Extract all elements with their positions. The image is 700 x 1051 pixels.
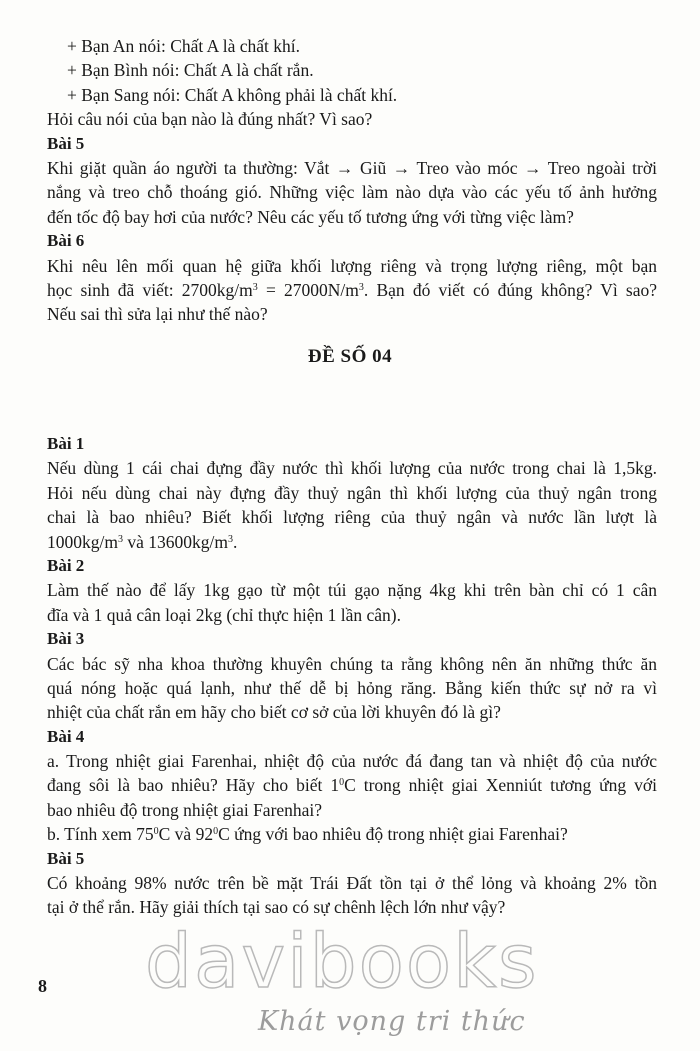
exercise-text-line: đang sôi là bao nhiêu? Hãy cho biết $1^0C$ trong nhiệt giai Xenniút tương ứng với: [47, 775, 657, 796]
exercise-text-line: đến tốc độ bay hơi của nước? Nêu các yếu tố tương ứng với từng việc làm?: [47, 206, 574, 227]
statement-an: + Bạn An nói: Chất A là chất khí.: [67, 36, 300, 56]
exercise-text-line: tại ở thể rắn. Hãy giải thích tại sao có sự chênh lệch lớn như vậy?: [47, 897, 506, 918]
exercise-heading: Bài 2: [47, 555, 85, 575]
watermark-brand: davibooks: [145, 919, 539, 1005]
exercise-text-line: b. Tính xem $75^0C$ và $92^0C$ ứng với bao nhiêu độ trong nhiệt giai Farenhai?: [47, 824, 568, 845]
exercise-text-line: Nếu sai thì sửa lại như thế nào?: [47, 304, 268, 325]
exercise-text-line: $1000kg/m^3$ và $13600kg/m^3$.: [47, 531, 238, 552]
exercise-heading: Bài 5: [47, 133, 85, 153]
question-line: Hỏi câu nói của bạn nào là đúng nhất? Vì sao?: [47, 109, 373, 130]
exercise-heading: Bài 5: [47, 848, 85, 868]
exercise-text-line: bao nhiêu độ trong nhiệt giai Farenhai?: [47, 799, 323, 820]
exercise-text-line: học sinh đã viết: $2700kg/m^3 = 27000N/m^3$. Bạn đó viết có đúng không? Vì sao?: [47, 279, 657, 300]
exercise-text-line: Hỏi nếu dùng chai này đựng đầy thuỷ ngân thì khối lượng của thuỷ ngân trong: [47, 482, 657, 503]
exercise-text-line: Nếu dùng 1 cái chai đựng đầy nước thì khối lượng của nước trong chai là 1,5kg.: [47, 458, 657, 479]
page-content: [47, 34, 657, 327]
exercise-heading: Bài 6: [47, 231, 85, 251]
exercise-text-line: Có khoảng 98% nước trên bề mặt Trái Đất tồn tại ở thể lỏng và khoảng 2% tồn: [47, 873, 657, 894]
exercise-text-line: Làm thế nào để lấy 1kg gạo từ một túi gạo nặng 4kg khi trên bàn chỉ có 1 cân: [47, 580, 657, 601]
statement-binh: + Bạn Bình nói: Chất A là chất rắn.: [67, 60, 314, 81]
exercise-text-line: Khi giặt quần áo người ta thường: Vắt → Giũ → Treo vào móc → Treo ngoài trời: [47, 157, 657, 178]
exercise-text-line: Các bác sỹ nha khoa thường khuyên chúng ta rằng không nên ăn những thức ăn: [47, 653, 657, 674]
page-number: 8: [38, 976, 47, 996]
exercise-text-line: chai là bao nhiêu? Biết khối lượng riêng của thuỷ ngân và nước lần lượt là: [47, 507, 657, 528]
section-de-04: [47, 432, 657, 920]
exercise-heading: Bài 3: [47, 629, 85, 649]
exercise-text-line: quá nóng hoặc quá lạnh, như thế dễ bị hỏng răng. Bằng kiến thức sự nở ra vì: [47, 677, 657, 698]
exercise-text-line: nhiệt của chất rắn em hãy cho biết cơ sở của lời khuyên đó là gì?: [47, 702, 501, 723]
watermark-tagline: Khát vọng tri thức: [258, 1006, 526, 1037]
exercise-text-line: Khi nêu lên mối quan hệ giữa khối lượng riêng và trọng lượng riêng, một bạn: [47, 255, 657, 276]
exercise-text-line: nắng và treo chỗ thoáng gió. Những việc làm nào dựa vào các yếu tố ảnh hưởng: [47, 182, 657, 203]
exercise-text-line: đĩa và 1 quả cân loại 2kg (chỉ thực hiện 1 lần cân).: [47, 604, 402, 625]
section-title: ĐỀ SỐ 04: [307, 346, 393, 367]
exercise-heading: Bài 1: [47, 434, 85, 453]
statement-sang: + Bạn Sang nói: Chất A không phải là chất khí.: [67, 84, 398, 105]
exercise-heading: Bài 4: [47, 726, 85, 746]
exercise-text-line: a. Trong nhiệt giai Farenhai, nhiệt độ của nước đá đang tan và nhiệt độ của nước: [47, 751, 657, 772]
